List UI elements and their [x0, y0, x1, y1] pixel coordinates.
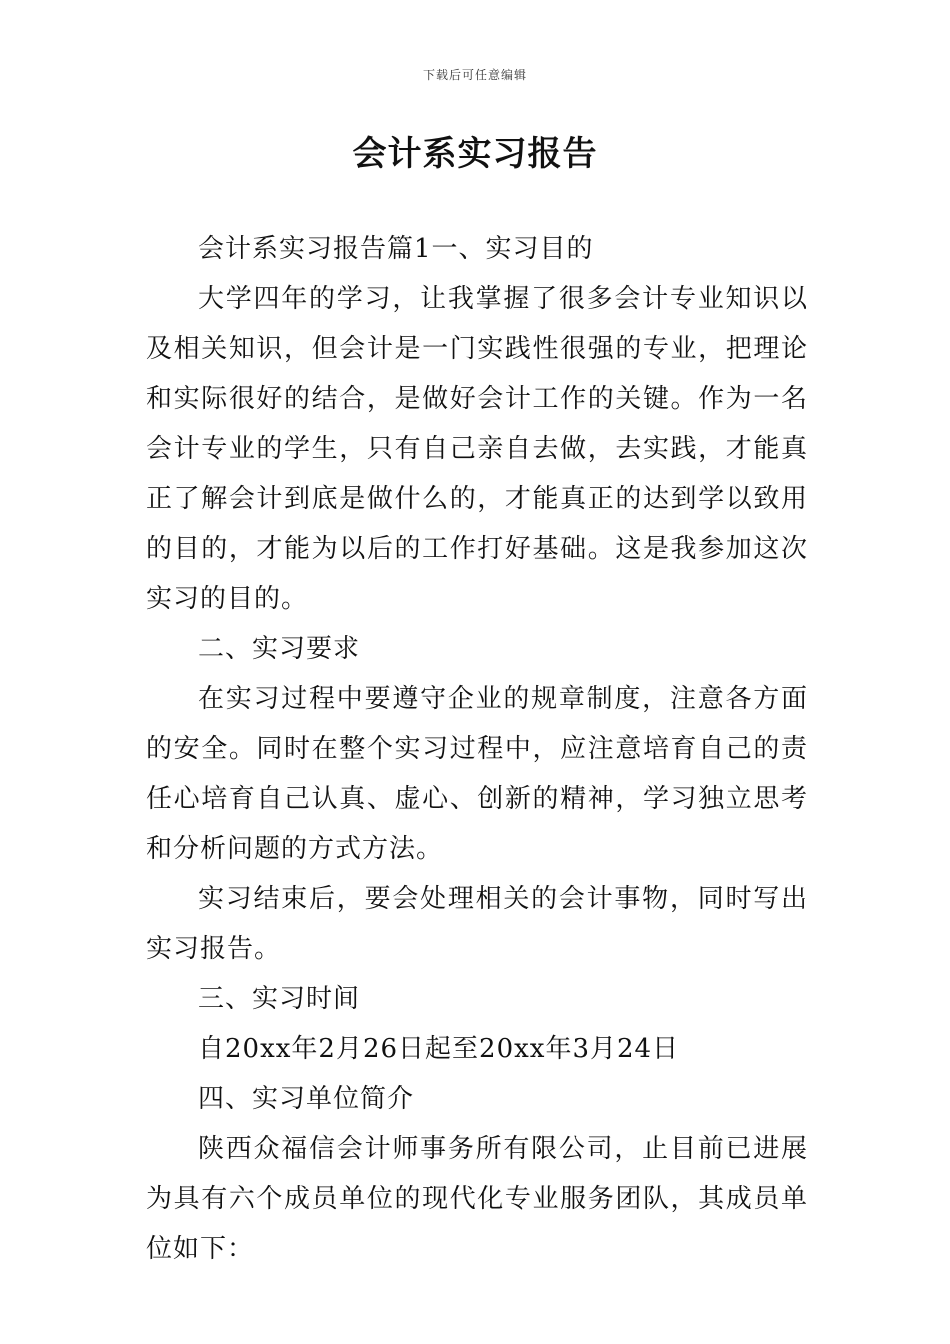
paragraph-company-intro: 陕西众福信会计师事务所有限公司，止目前已进展为具有六个成员单位的现代化专业服务团队，其成员单位如下：	[146, 1134, 808, 1264]
paragraph-purpose: 大学四年的学习，让我掌握了很多会计专业知识以及相关知识，但会计是一门实践性很强的专业，把理论和实际很好的结合，是做好会计工作的关键。作为一名会计专业的学生，只有自己亲自去做，去实践，才能真正了解会计到底是做什么的，才能真正的达到学以致用的目的，才能为以后的工作打好基础。这是我参加这次实习的目的。	[146, 284, 808, 614]
paragraph-requirements: 在实习过程中要遵守企业的规章制度，注意各方面的安全。同时在整个实习过程中，应注意培育自己的责任心培育自己认真、虚心、创新的精神，学习独立思考和分析问题的方式方法。	[146, 684, 808, 864]
paragraph-section-3-heading: 三、实习时间	[198, 984, 361, 1014]
paragraph-time-range: 自20xx年2月26日起至20xx年3月24日	[198, 1034, 680, 1064]
document-title: 会计系实习报告	[352, 134, 598, 174]
header-note: 下载后可任意编辑	[422, 68, 527, 82]
document-body	[146, 224, 808, 1274]
paragraph-section-4-heading: 四、实习单位简介	[198, 1084, 415, 1114]
paragraph-section-1-heading: 会计系实习报告篇1一、实习目的	[198, 234, 594, 264]
paragraph-section-2-heading: 二、实习要求	[198, 634, 361, 664]
paragraph-after-internship: 实习结束后，要会处理相关的会计事物，同时写出实习报告。	[146, 884, 808, 964]
